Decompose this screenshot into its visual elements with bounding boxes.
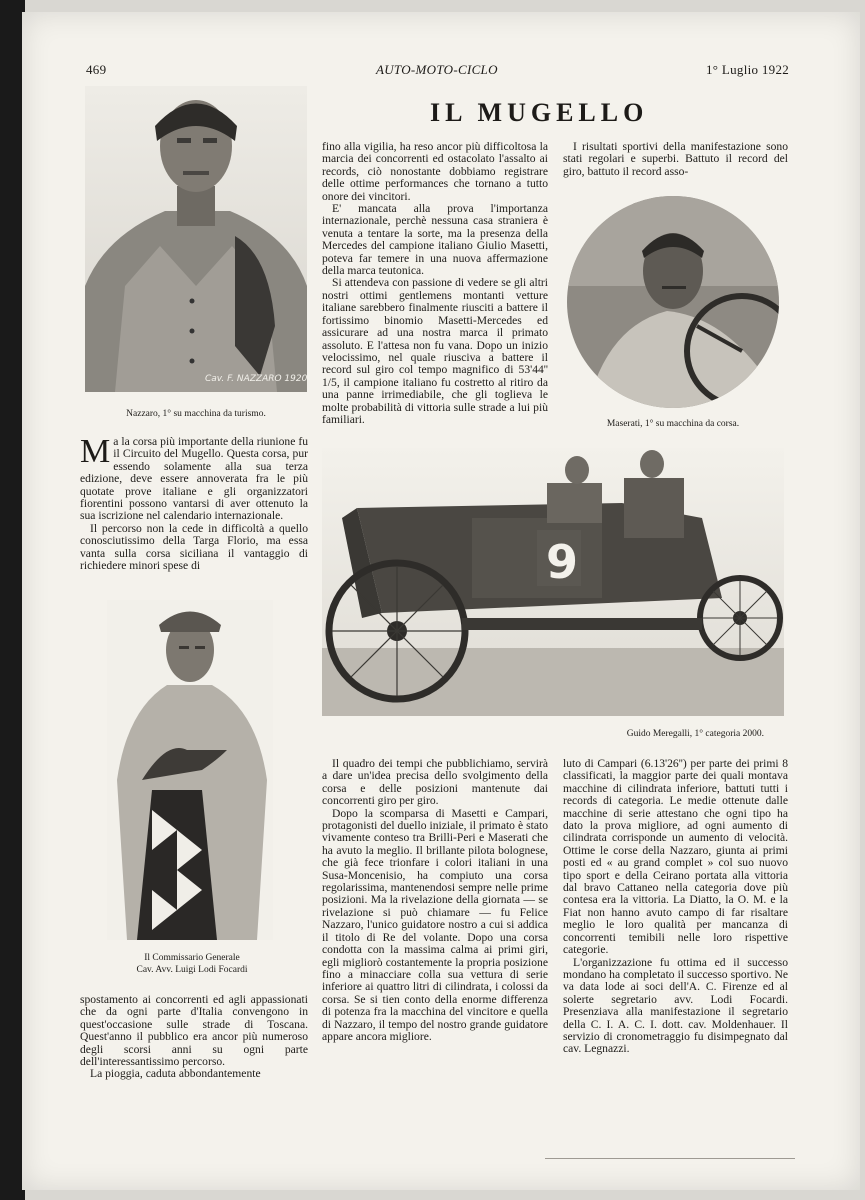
photo-meregalli xyxy=(322,448,784,716)
paragraph: Il percorso non la cede in difficoltà a quello conosciutissimo della Targa Florio, ma essa vanta sulla corsa siciliana il vantaggio di richiedere minori spese di xyxy=(80,521,308,573)
paragraph: spostamento ai concorrenti ed agli appassionati che da ogni parte d'Italia convengono in quest'occasione sulle strade di Toscana. Quest'anno il pubblico era ancor più numeroso degli scorsi anni su ogni parte dell'interessantissimo percorso. xyxy=(80,993,308,1069)
caption-maserati: Maserati, 1° su macchina da corsa. xyxy=(606,419,740,429)
bottom-rule xyxy=(545,1158,795,1159)
photo-signature: Cav. F. NAZZARO 1920 xyxy=(205,374,307,384)
text-column-right-bottom xyxy=(563,758,788,1056)
paragraph: fino alla vigilia, ha reso ancor più difficoltosa la marcia dei concorrenti ed ostacolato l'assalto ai records, ciò nonostante dobbiamo registrare delle ottime performances che tornano a tutto onore dei vincitori. xyxy=(322,140,548,203)
article-title: IL MUGELLO xyxy=(430,98,649,127)
paragraph: L'organizzazione fu ottima ed il successo mondano ha completato il successo sportivo. Ne va data lode ai soci dell'A. C. Firenze ed al solerte segretario avv. Lodi Focardi. Presenziava alla manifestazione il segretario della C. I. A. C. I. dott. cav. Moldenhauer. Il servizio di cronometraggio fu disimpegnato dal cav. Legnazzi. xyxy=(563,955,788,1056)
portrait-maserati-image xyxy=(567,196,779,408)
caption-line: Cav. Avv. Luigi Lodi Focardi xyxy=(136,965,248,975)
portrait-commissario-image xyxy=(107,600,273,940)
paragraph: Si attendeva con passione di vedere se gli altri nostri ottimi gentlemens montanti vetture italiane sarebbero finalmente riusciti a battere il fortissimo binomio Masetti-Mercedes ed assicurare ad una nostra marca il primato assoluto. E l'attesa non fu vana. Dopo un inizio velocissimo, nel quale riusciva a battere il record sul giro col tempo magnifico di 53'44'' 1/5, il campione italiano fu costretto al ritiro da una panne irrimediabile, che gli toglieva le molte probabilità di vittoria sulle strade a lui più familiari. xyxy=(322,276,548,426)
caption-line: Il Commissario Generale xyxy=(144,953,240,963)
race-car-image xyxy=(322,448,784,716)
photo-nazzaro xyxy=(85,86,307,392)
text-column-middle-bottom xyxy=(322,758,548,1043)
paragraph: Dopo la scomparsa di Masetti e Campari, protagonisti del duello iniziale, il primato è stato vivamente conteso tra Brilli-Peri e Maserati che ha avuto la meglio. Il brillante pilota bolognese, che già fece trionfare i colori italiani in una Susa-Moncenisio, ha compiuto una corsa regolarissima, mantenendosi sempre nelle prime posizioni. Ma la rivelazione della giornata — se rivelazione si può chiamare — fu Felice Nazzaro, l'unico guidatore nostro a cui si addica il titolo di Re del volante. Dopo una corsa condotta con la massima calma ai primi giri, egli migliorò costantemente la propria posizione fino a minacciare colla sua vettura di serie inferiore ai quattro litri di cilindrata, i colossi da corsa. Se si tien conto della enorme differenza di potenza fra la macchina del vincitore e quella di Nazzaro, il tempo del nostro grande guidatore appare ancora migliore. xyxy=(322,806,548,1043)
paragraph: E' mancata alla prova l'importanza internazionale, perchè nessuna casa straniera è venuta a tentare la sorte, ma la presenza della Mercedes del campione italiano Giulio Masetti, poteva far temere in una nuova affermazione della marca teutonica. xyxy=(322,202,548,278)
caption-commissario xyxy=(97,952,287,976)
text-column-left-top xyxy=(80,433,308,573)
paragraph: a la corsa più importante della riunione fu il Circuito del Mugello. Questa corsa, pur essendo solamente alla sua terza edizione, deve essere annoverata fra le più quotate prove italiane e gli organizzatori fiorentini possono vantarsi di aver ottenuto la sua iscrizione nel calendario internazionale. xyxy=(80,435,308,523)
text-column-right-top xyxy=(563,141,788,178)
publication-name: AUTO-MOTO-CICLO xyxy=(376,62,498,77)
issue-date: 1° Luglio 1922 xyxy=(706,62,790,77)
drop-cap: M xyxy=(80,433,111,470)
page-number: 469 xyxy=(86,62,107,77)
car-number: 9 xyxy=(546,535,579,589)
paragraph: Il quadro dei tempi che pubblichiamo, servirà a dare un'idea precisa dello svolgimento della corsa e delle posizioni mantenute dai concorrenti giro per giro. xyxy=(322,757,548,808)
paragraph: luto di Campari (6.13'26'') per parte dei primi 8 classificati, la maggior parte dei quali montava macchine di cilindrata inferiore, battuti tutti i records di categoria. Le medie ottenute dalle macchine di serie attestano che ogni tipo ha dato la prova migliore, ad ogni aumento di cilindrata corrisponde un aumento di velocità. Ottime le corse della Nazzaro, giunta ai primi posti ed « au grand complet » col suo nuovo tipo sport e della Ceirano portata alla vittoria dal bravo Cattaneo nella categoria dove più contesa era la vittoria. La Diatto, la O. M. e la Fiat non hanno avuto campo di far risaltare meglio le loro qualità per mancanza di concorrenti temibili nelle loro rispettive categorie. xyxy=(563,757,788,957)
paragraph: La pioggia, caduta abbondantemente xyxy=(90,1067,261,1081)
photo-maserati xyxy=(567,196,779,408)
photo-commissario xyxy=(107,600,273,940)
caption-meregalli: Guido Meregalli, 1° categoria 2000. xyxy=(626,729,764,739)
text-column-middle-top xyxy=(322,141,548,426)
caption-nazzaro: Nazzaro, 1° su macchina da turismo. xyxy=(126,409,266,419)
portrait-nazzaro-image xyxy=(85,86,307,392)
paragraph: I risultati sportivi della manifestazione sono stati regolari e superbi. Battuto il record del giro, battuto il record asso- xyxy=(563,140,788,178)
text-column-left-bottom xyxy=(80,994,308,1081)
